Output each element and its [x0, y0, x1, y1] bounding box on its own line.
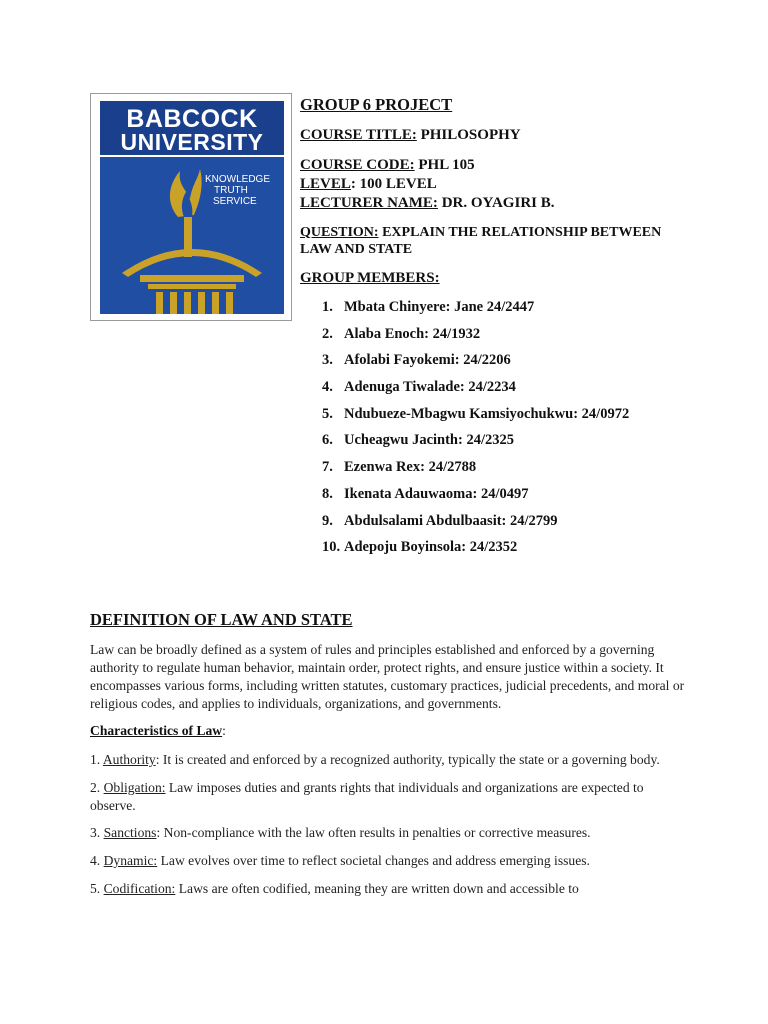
course-title-value: PHILOSOPHY	[416, 127, 521, 143]
characteristics-colon: :	[222, 723, 226, 738]
characteristic-item	[90, 824, 690, 842]
motto-truth: TRUTH	[214, 185, 248, 196]
section-title: DEFINITION OF LAW AND STATE	[90, 610, 353, 629]
list-number: 4.	[322, 379, 333, 396]
member-name: Afolabi Fayokemi: 24/2206	[344, 352, 511, 369]
item-term: Authority	[102, 752, 156, 767]
member-name: Ikenata Adauwaoma: 24/0497	[344, 485, 529, 502]
lecturer-label: LECTURER NAME:	[300, 195, 438, 211]
member-name: Adenuga Tiwalade: 24/2234	[344, 379, 516, 396]
course-title-line	[300, 127, 521, 144]
characteristics-heading	[90, 723, 226, 739]
characteristic-item	[90, 880, 690, 898]
level-label: LEVEL	[300, 176, 351, 192]
member-name: Abdulsalami Abdulbaasit: 24/2799	[344, 512, 558, 529]
list-item	[322, 458, 629, 485]
list-item	[322, 485, 629, 512]
list-number: 3.	[322, 352, 333, 369]
question-value-continued: LAW AND STATE	[300, 242, 413, 257]
list-number: 2.	[322, 325, 333, 342]
item-term: Sanctions	[103, 825, 157, 840]
members-label: GROUP MEMBERS:	[300, 270, 440, 286]
member-name: Mbata Chinyere: Jane 24/2447	[344, 299, 535, 315]
member-name: Ucheagwu Jacinth: 24/2325	[344, 432, 514, 449]
member-name: Alaba Enoch: 24/1932	[344, 325, 481, 342]
list-number: 5.	[322, 405, 333, 422]
definition-paragraph: Law can be broadly defined as a system of rules and principles established and enforced by a governing authority to regulate human behavior, maintain order, protect rights, and ensure justice within a society. It encompasses various forms, including written statutes, customary practices, judicial precedents, and moral or religious codes, and applies to individuals, organizations, and governments.	[90, 642, 685, 711]
group-title: GROUP 6 PROJECT	[300, 95, 453, 114]
item-text: Laws are often codified, meaning they are written down and accessible to	[175, 881, 579, 896]
course-code-value: PHL 105	[414, 157, 475, 173]
lecturer-value: DR. OYAGIRI B.	[437, 195, 555, 211]
members-list	[322, 298, 629, 565]
course-title-label: COURSE TITLE:	[300, 127, 417, 143]
course-code-line	[300, 157, 475, 174]
logo-line-1: BABCOCK	[126, 105, 258, 133]
members-heading	[300, 270, 440, 287]
list-item	[322, 351, 629, 378]
list-number: 10.	[322, 539, 341, 556]
item-number: 3.	[90, 825, 104, 840]
item-number: 2.	[90, 780, 104, 795]
list-item	[322, 431, 629, 458]
level-line	[300, 176, 437, 193]
list-item	[322, 512, 629, 539]
item-text: Law evolves over time to reflect societal changes and address emerging issues.	[157, 853, 590, 868]
question-value: EXPLAIN THE RELATIONSHIP BETWEEN	[378, 225, 662, 240]
item-number: 5.	[90, 881, 104, 896]
member-name: Ezenwa Rex: 24/2788	[344, 459, 477, 476]
item-number: 1.	[90, 752, 103, 767]
list-item	[322, 298, 629, 325]
characteristic-item	[90, 751, 690, 769]
list-item	[322, 405, 629, 432]
babcock-university-logo	[100, 101, 284, 314]
list-item	[322, 538, 629, 565]
course-code-label: COURSE CODE:	[300, 157, 415, 173]
lecturer-line	[300, 195, 555, 212]
list-item	[322, 325, 629, 352]
characteristics-title: Characteristics of Law	[90, 723, 223, 738]
characteristic-item	[90, 852, 690, 870]
item-text: : It is created and enforced by a recognized authority, typically the state or a governing body.	[155, 752, 660, 767]
item-term: Dynamic:	[103, 853, 158, 868]
list-number: 7.	[322, 459, 333, 476]
member-name: Adepoju Boyinsola: 24/2352	[344, 539, 518, 556]
question-label: QUESTION:	[300, 225, 379, 240]
member-name: Ndubueze-Mbagwu Kamsiyochukwu: 24/0972	[344, 405, 630, 422]
item-text: : Non-compliance with the law often results in penalties or corrective measures.	[156, 825, 591, 840]
logo-line-2: UNIVERSITY	[120, 129, 264, 155]
item-term: Obligation:	[103, 780, 166, 795]
item-number: 4.	[90, 853, 104, 868]
item-term: Codification:	[103, 881, 176, 896]
list-number: 1.	[322, 299, 333, 315]
motto-service: SERVICE	[213, 196, 257, 207]
list-number: 9.	[322, 512, 333, 529]
list-item	[322, 378, 629, 405]
characteristic-item	[90, 779, 690, 815]
question-line	[300, 224, 661, 258]
list-number: 8.	[322, 485, 333, 502]
motto-knowledge: KNOWLEDGE	[205, 174, 271, 185]
item-text: Law imposes duties and grants rights that individuals and organizations are expected to observe.	[90, 780, 644, 813]
level-value: : 100 LEVEL	[350, 176, 437, 192]
list-number: 6.	[322, 432, 333, 449]
